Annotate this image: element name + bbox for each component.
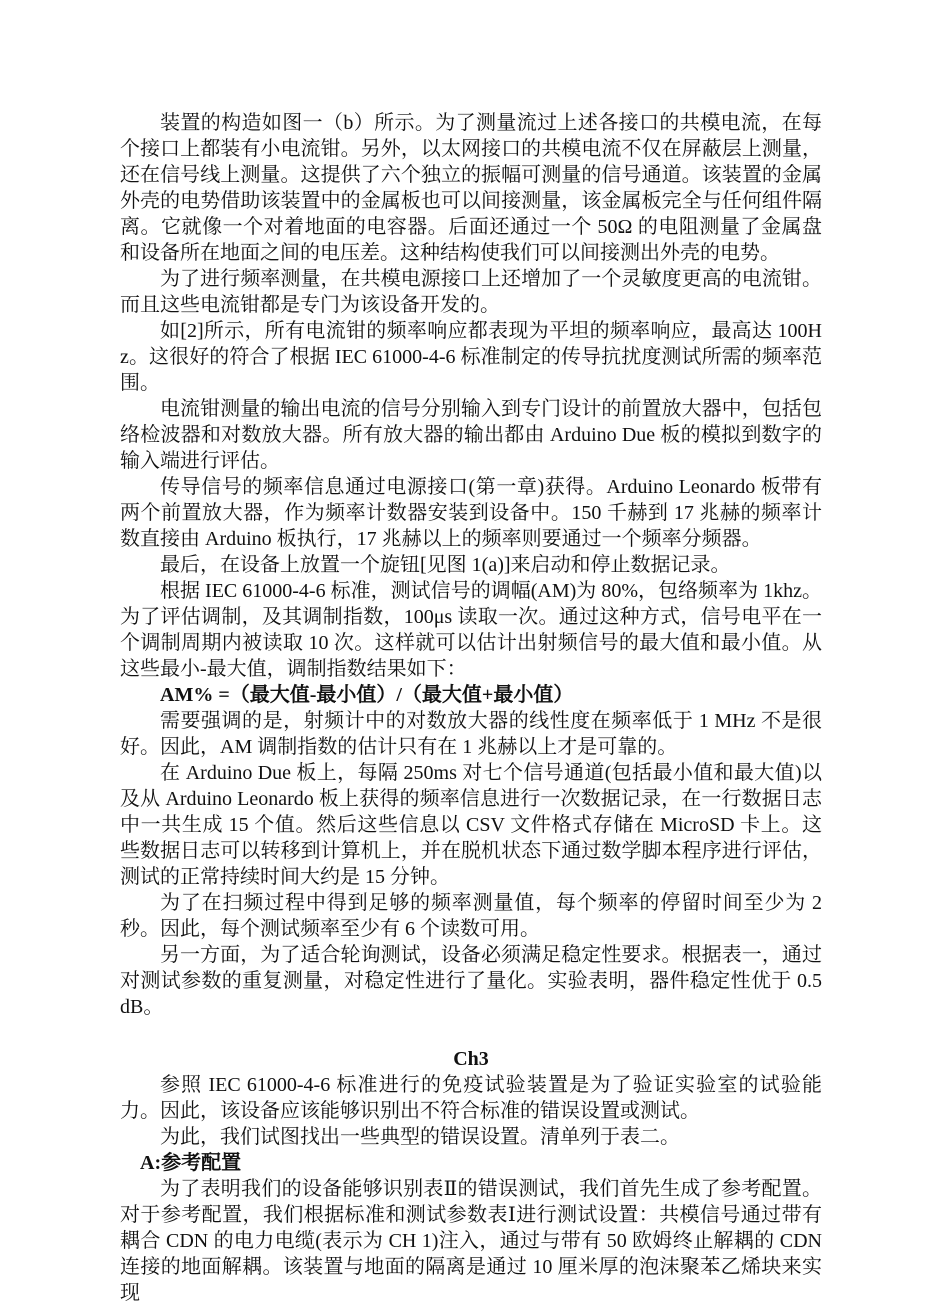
paragraph-frequency-measurement: 为了进行频率测量，在共模电源接口上还增加了一个灵敏度更高的电流钳。而且这些电流钳都是专门为该设备开发的。 bbox=[120, 268, 822, 316]
section-heading-ch3: Ch3 bbox=[453, 1048, 489, 1070]
am-formula: AM% =（最大值-最小值）/（最大值+最小值） bbox=[160, 684, 574, 706]
paragraph-stability: 另一方面，为了适合轮询测试，设备必须满足稳定性要求。根据表一，通过对测试参数的重复测量，对稳定性进行了量化。实验表明，器件稳定性优于 0.5 dB。 bbox=[120, 944, 822, 1018]
paragraph-immunity-test-setup: 参照 IEC 61000-4-6 标准进行的免疫试验装置是为了验证实验室的试验能力。因此，该设备应该能够识别出不符合标准的错误设置或测试。 bbox=[120, 1074, 822, 1122]
paragraph-frequency-info: 传导信号的频率信息通过电源接口(第一章)获得。Arduino Leonardo 板带有两个前置放大器，作为频率计数器安装到设备中。150 千赫到 17 兆赫的频率计数直接由 Arduino 板执行，17 兆赫以上的频率则要通过一个频率分频器。 bbox=[120, 476, 822, 550]
paragraph-am-modulation: 根据 IEC 61000-4-6 标准，测试信号的调幅(AM)为 80%，包络频率为 1khz。为了评估调制，及其调制指数，100μs 读取一次。通过这种方式，信号电平在一个调制周期内被读取 10 次。这样就可以估计出射频信号的最大值和最小值。从这些最小-最大值，调制指数结果如下： bbox=[120, 580, 822, 680]
paragraph-typical-errors: 为此，我们试图找出一些典型的错误设置。清单列于表二。 bbox=[160, 1126, 680, 1148]
paragraph-dwell-time: 为了在扫频过程中得到足够的频率测量值，每个频率的停留时间至少为 2 秒。因此，每个测试频率至少有 6 个读数可用。 bbox=[120, 892, 822, 940]
paragraph-device-construction: 装置的构造如图一（b）所示。为了测量流过上述各接口的共模电流，在每个接口上都装有小电流钳。另外，以太网接口的共模电流不仅在屏蔽层上测量，还在信号线上测量。这提供了六个独立的振幅可测量的信号通道。该装置的金属外壳的电势借助该装置中的金属板也可以间接测量，该金属板完全与任何组件隔离。它就像一个对着地面的电容器。后面还通过一个 50Ω 的电阻测量了金属盘和设备所在地面之间的电压差。这种结构使我们可以间接测出外壳的电势。 bbox=[120, 112, 822, 264]
document-body bbox=[120, 110, 822, 1306]
paragraph-current-clamp-response: 如[2]所示，所有电流钳的频率响应都表现为平坦的频率响应，最高达 100Hz。这很好的符合了根据 IEC 61000-4-6 标准制定的传导抗扰度测试所需的频率范围。 bbox=[120, 320, 822, 394]
paragraph-data-logging: 在 Arduino Due 板上，每隔 250ms 对七个信号通道(包括最小值和最大值)以及从 Arduino Leonardo 板上获得的频率信息进行一次数据记录，在一行数据日志中一共生成 15 个值。然后这些信息以 CSV 文件格式存储在 MicroSD 卡上。这些数据日志可以转移到计算机上，并在脱机状态下通过数学脚本程序进行评估，测试的正常持续时间大约是 15 分钟。 bbox=[120, 762, 822, 888]
subheading-reference-configuration: A:参考配置 bbox=[140, 1152, 242, 1174]
paragraph-preamplifier: 电流钳测量的输出电流的信号分别输入到专门设计的前置放大器中，包括包络检波器和对数放大器。所有放大器的输出都由 Arduino Due 板的模拟到数字的输入端进行评估。 bbox=[120, 398, 822, 472]
paragraph-log-amplifier-linearity: 需要强调的是，射频计中的对数放大器的线性度在频率低于 1 MHz 不是很好。因此，AM 调制指数的估计只有在 1 兆赫以上才是可靠的。 bbox=[120, 710, 822, 758]
paragraph-reference-configuration-detail: 为了表明我们的设备能够识别表Ⅱ的错误测试，我们首先生成了参考配置。对于参考配置，我们根据标准和测试参数表Ⅰ进行测试设置：共模信号通过带有耦合 CDN 的电力电缆(表示为 CH 1)注入，通过与带有 50 欧姆终止解耦的 CDN 连接的地面解耦。该装置与地面的隔离是通过 10 厘米厚的泡沫聚苯乙烯块来实现 bbox=[120, 1178, 822, 1304]
paragraph-knob: 最后，在设备上放置一个旋钮[见图 1(a)]来启动和停止数据记录。 bbox=[160, 554, 731, 576]
